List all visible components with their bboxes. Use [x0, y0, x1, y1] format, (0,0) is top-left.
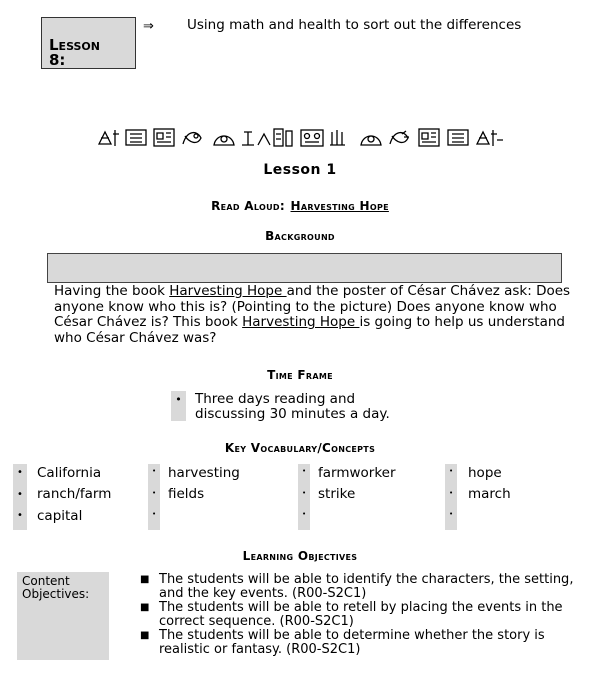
objective-text: The students will be able to determine whether the story is realistic or fantasy. (R00-S2C1) [159, 628, 545, 657]
square-bullet-icon: ■ [140, 630, 150, 641]
lesson-number: 8: [49, 51, 66, 69]
vocabulary-heading [0, 437, 600, 456]
shaded-bar [47, 253, 562, 283]
decorative-glyph-border [95, 126, 507, 148]
glyph-icon [274, 129, 292, 146]
vocab-word: march [468, 486, 511, 502]
vocab-word: hope [468, 465, 502, 481]
time-frame-heading-text: Time Frame [267, 368, 333, 382]
glyph-icon [301, 130, 323, 146]
vocab-word: capital [37, 508, 83, 524]
book-title: Harvesting Hope [242, 314, 360, 330]
objectives-heading [0, 545, 600, 564]
bullet-icon: • [449, 489, 454, 497]
bullet-icon: • [152, 467, 157, 475]
vocab-word: California [37, 465, 102, 481]
background-heading-text: Background [265, 229, 335, 243]
time-frame-line: discussing 30 minutes a day. [195, 406, 390, 422]
lesson-label: Lesson [49, 36, 100, 54]
time-frame-heading [0, 364, 600, 383]
arrow-icon: ⇒ [143, 19, 154, 34]
vocab-word: strike [318, 486, 356, 502]
lesson-heading: Lesson 1 [263, 162, 337, 178]
bullet-icon: • [449, 510, 454, 518]
objective-text: The students will be able to identify the characters, the setting, and the key events. (R00-S2C1) [159, 572, 574, 601]
square-bullet-icon: ■ [140, 602, 150, 613]
background-text: is going to help us understand who César Chávez was? [54, 314, 566, 346]
time-frame-line: Three days reading and [195, 391, 356, 407]
content-objectives-label [17, 572, 109, 660]
vocab-word: farmworker [318, 465, 396, 481]
vocab-word: fields [168, 486, 205, 502]
read-aloud-label: Read Aloud: [211, 199, 285, 213]
bullet-icon: • [302, 467, 307, 475]
glyph-icon [390, 131, 409, 144]
vocabulary-heading-text: Key Vocabulary/Concepts [224, 441, 376, 455]
glyph-icon [330, 130, 345, 145]
list-item [140, 629, 590, 657]
objectives-label-line: Objectives: [22, 587, 90, 601]
glyph-icon [214, 136, 234, 145]
book-title: Harvesting Hope [169, 283, 287, 299]
glyph-icon [242, 132, 270, 145]
bullet-icon: • [152, 489, 157, 497]
glyph-icon [99, 130, 119, 146]
background-text: Having the book [54, 283, 170, 299]
objectives-label-line: Content [22, 574, 70, 588]
read-aloud-title: Harvesting Hope [290, 199, 389, 213]
glyph-icon [183, 133, 201, 144]
background-text: and the poster of César Chávez ask: Does anyone know who this is? (Pointing to the picture) Does anyone know who César Chávez is? This book [54, 283, 571, 330]
objective-text: The students will be able to retell by placing the events in the correct sequence. (R00-S2C1) [159, 600, 563, 629]
background-paragraph [54, 284, 574, 346]
time-frame-text [195, 392, 435, 422]
bullet-icon: • [152, 510, 157, 518]
lesson-number-box [41, 17, 136, 69]
bullet-icon: • [302, 510, 307, 518]
lesson-subtitle: Using math and health to sort out the differences [187, 17, 522, 33]
vocab-word: ranch/farm [37, 486, 112, 502]
objectives-list [140, 573, 590, 657]
bullet-icon: • [17, 510, 23, 521]
vocab-word: harvesting [168, 465, 240, 481]
glyph-icon [448, 130, 468, 145]
bullet-icon: • [302, 489, 307, 497]
bullet-icon: • [17, 467, 23, 478]
glyph-icon [419, 129, 439, 146]
background-heading [0, 225, 600, 244]
list-item [140, 601, 590, 629]
glyph-icon [477, 130, 503, 146]
objectives-heading-text: Learning Objectives [242, 549, 358, 563]
glyph-icon [361, 136, 381, 145]
square-bullet-icon: ■ [140, 574, 150, 585]
bullet-icon: • [171, 391, 186, 421]
bullet-icon: • [449, 467, 454, 475]
bullet-icon: • [17, 489, 23, 500]
glyph-icon [154, 129, 174, 146]
glyph-icon [126, 130, 146, 145]
read-aloud-line [0, 195, 600, 214]
list-item [140, 573, 590, 601]
